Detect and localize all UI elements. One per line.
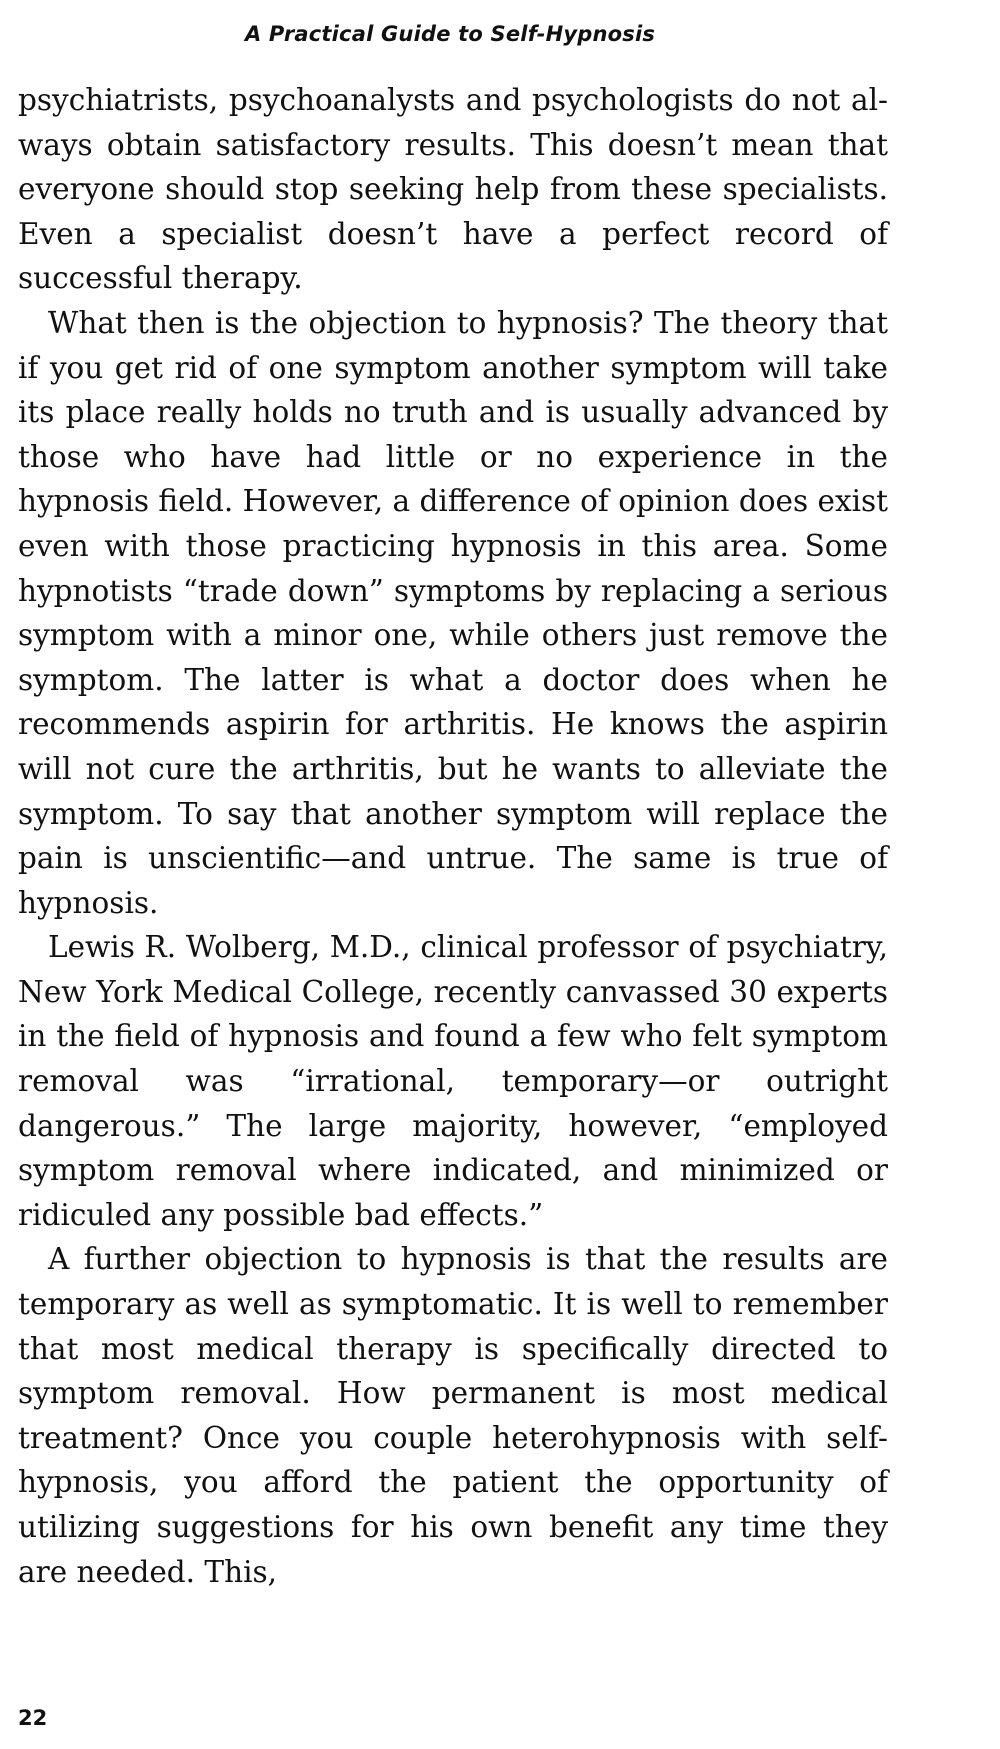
body-text — [18, 78, 888, 1594]
paragraph: What then is the objection to hypnosis? The theory that if you get rid of one symptom another symptom will take its place really holds no truth and is usually advanced by those who have had little or no experience in the hypnosis field. However, a difference of opinion does exist even with those practicing hypnosis in this area. Some hypnotists “trade down” symptoms by replacing a serious symptom with a minor one, while others just remove the symptom. The latter is what a doctor does when he recommends aspirin for arthritis. He knows the aspirin will not cure the arthritis, but he wants to alleviate the symptom. To say that another symptom will replace the pain is unscientific—and untrue. The same is true of hypnosis. — [18, 305, 889, 920]
running-head: A Practical Guide to Self-Hypnosis — [244, 22, 656, 46]
paragraph: A further objection to hypnosis is that the results are temporary as well as symptomatic. It is well to remember that most medical therapy is specifically directed to symptom removal. How permanent is most medical treatment? Once you couple heterohypnosis with self-hypnosis, you afford the patient the opportunity of utilizing suggestions for his own benefit any time they are needed. This, — [18, 1242, 888, 1589]
page-number: 22 — [18, 1706, 48, 1730]
paragraph-continuation: psychiatrists, psychoanalysts and psychologists do not always obtain satisfactory results. This doesn’t mean that everyone should stop seeking help from these specialists. Even a specialist doesn’t have a perfect record of successful therapy. — [18, 83, 888, 296]
paragraph: Lewis R. Wolberg, M.D., clinical professor of psychiatry, New York Medical College, recently canvassed 30 experts in the field of hypnosis and found a few who felt symptom removal was “irrational, temporary—or outright dangerous.” The large majority, however, “employed symptom removal where indicated, and minimized or ridiculed any possible bad effects.” — [18, 930, 888, 1232]
